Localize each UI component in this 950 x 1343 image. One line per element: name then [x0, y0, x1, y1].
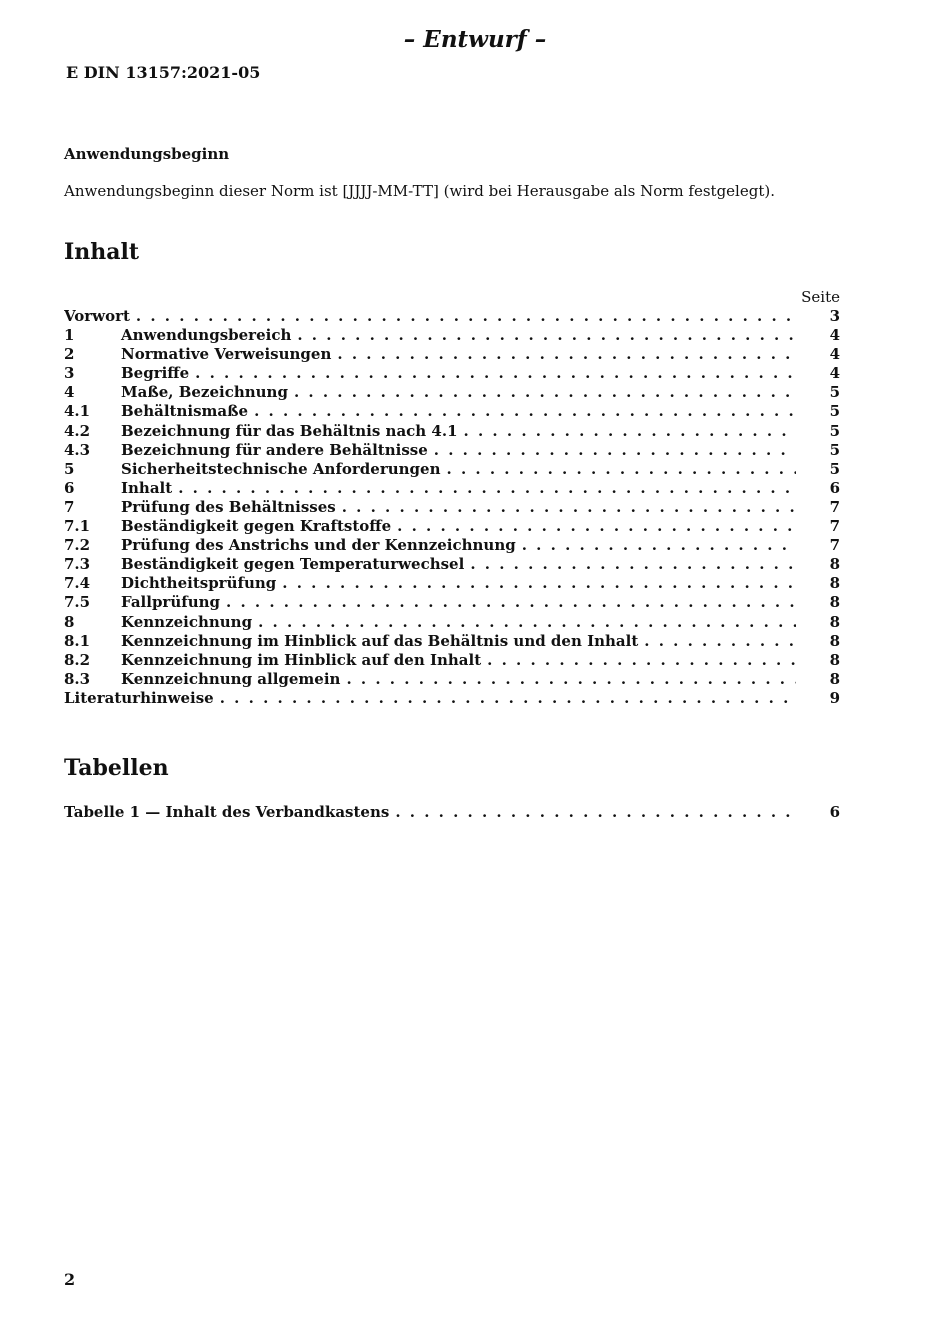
dot-leader: [220, 593, 796, 612]
toc-entry-title: Anwendungsbereich: [121, 326, 292, 345]
dot-leader: [291, 326, 796, 345]
toc-entry[interactable]: [64, 574, 840, 593]
toc-entry-page: 4: [829, 364, 840, 383]
toc-entry-number: 8.3: [64, 669, 91, 688]
dot-leader: [638, 632, 796, 651]
toc-entry-page: 7: [829, 536, 840, 555]
toc-entry-title: Kennzeichnung im Hinblick auf das Behältnis und den Inhalt: [121, 631, 639, 650]
toc-entry-title: Kennzeichnung im Hinblick auf den Inhalt: [121, 650, 482, 669]
toc-entry[interactable]: [64, 441, 840, 460]
toc-entry-page: 5: [829, 383, 840, 402]
toc-list: [64, 307, 840, 708]
dot-leader: [276, 574, 796, 593]
toc-entry[interactable]: [64, 326, 840, 345]
page-number: 2: [64, 1270, 76, 1289]
dot-leader: [340, 670, 796, 689]
toc-entry-title: Dichtheitsprüfung: [121, 574, 277, 593]
dot-leader: [331, 345, 796, 364]
table-of-contents: [64, 288, 840, 708]
toc-entry-number: 7.4: [64, 574, 91, 593]
toc-entry-page: 8: [829, 669, 840, 688]
toc-entry-number: 7.5: [64, 593, 91, 612]
toc-entry-title: Kennzeichnung: [121, 612, 253, 631]
dot-leader: [481, 651, 796, 670]
toc-entry-title: Literaturhinweise: [64, 688, 214, 707]
toc-entry-title: Maße, Bezeichnung: [121, 383, 288, 402]
dot-leader: [248, 402, 796, 421]
toc-entry-page: 4: [829, 326, 840, 345]
toc-entry-page: 5: [829, 440, 840, 459]
dot-leader: [336, 498, 796, 517]
toc-entry-title: Prüfung des Behältnisses: [121, 497, 336, 516]
toc-entry[interactable]: [64, 517, 840, 536]
toc-entry[interactable]: [64, 402, 840, 421]
toc-entry-title: Begriffe: [121, 364, 190, 383]
table-entry-title: Tabelle 1 — Inhalt des Verbandkastens: [64, 803, 390, 821]
toc-entry-title: Vorwort: [64, 307, 130, 325]
tables-heading: Tabellen: [64, 755, 169, 781]
toc-entry[interactable]: [64, 670, 840, 689]
page-column-label: Seite: [801, 288, 840, 306]
toc-entry-page: 9: [829, 688, 840, 707]
toc-entry-number: 2: [64, 345, 75, 364]
draft-mark: – Entwurf –: [403, 26, 547, 53]
toc-entry-number: 4.3: [64, 440, 91, 459]
application-heading: Anwendungsbeginn: [64, 145, 230, 163]
toc-entry[interactable]: [64, 689, 840, 708]
toc-entry[interactable]: [64, 422, 840, 441]
toc-entry[interactable]: [64, 613, 840, 632]
document-id: E DIN 13157:2021-05: [66, 63, 261, 82]
toc-entry-title: Fallprüfung: [121, 593, 220, 612]
toc-entry-title: Kennzeichnung allgemein: [121, 669, 341, 688]
toc-entry-number: 3: [64, 364, 75, 383]
table-entry[interactable]: [64, 803, 840, 822]
dot-leader: [464, 555, 796, 574]
toc-entry[interactable]: [64, 536, 840, 555]
dot-leader: [458, 422, 796, 441]
toc-entry-number: 4.1: [64, 402, 91, 421]
toc-entry[interactable]: [64, 345, 840, 364]
toc-entry-title: Bezeichnung für andere Behältnisse: [121, 440, 428, 459]
toc-entry-page: 6: [829, 478, 840, 497]
dot-leader: [172, 479, 796, 498]
toc-entry-number: 1: [64, 326, 75, 345]
dot-leader: [189, 364, 796, 383]
toc-entry-page: 7: [829, 497, 840, 516]
toc-entry-number: 4.2: [64, 421, 91, 440]
toc-entry-title: Normative Verweisungen: [121, 345, 332, 364]
contents-heading: Inhalt: [64, 239, 140, 265]
toc-entry-number: 7.3: [64, 555, 91, 574]
toc-entry-number: 7.2: [64, 536, 91, 555]
toc-entry-title: Sicherheitstechnische Anforderungen: [121, 459, 441, 478]
toc-entry-number: 7.1: [64, 517, 91, 536]
toc-entry-number: 6: [64, 478, 75, 497]
dot-leader: [288, 383, 796, 402]
toc-entry-title: Bezeichnung für das Behältnis nach 4.1: [121, 421, 458, 440]
toc-entry-page: 7: [829, 517, 840, 536]
toc-entry-page: 8: [829, 612, 840, 631]
toc-entry[interactable]: [64, 460, 840, 479]
toc-entry-page: 3: [829, 307, 840, 325]
toc-entry[interactable]: [64, 651, 840, 670]
dot-leader: [441, 460, 797, 479]
table-list-rows: [64, 803, 840, 822]
toc-entry-page: 8: [829, 650, 840, 669]
toc-entry[interactable]: [64, 498, 840, 517]
toc-entry[interactable]: [64, 555, 840, 574]
toc-entry-page: 5: [829, 421, 840, 440]
toc-entry-number: 8.1: [64, 631, 91, 650]
toc-entry-number: 7: [64, 497, 75, 516]
toc-entry-number: 8: [64, 612, 75, 631]
toc-entry-page: 8: [829, 574, 840, 593]
toc-entry-title: Beständigkeit gegen Temperaturwechsel: [121, 555, 465, 574]
toc-entry[interactable]: [64, 383, 840, 402]
toc-entry[interactable]: [64, 364, 840, 383]
dot-leader: [391, 517, 796, 536]
table-list: [64, 803, 840, 822]
toc-entry-page: 8: [829, 631, 840, 650]
toc-entry-number: 5: [64, 459, 75, 478]
toc-entry[interactable]: [64, 593, 840, 612]
toc-entry[interactable]: [64, 632, 840, 651]
toc-entry-title: Inhalt: [121, 478, 173, 497]
toc-entry-page: 8: [829, 593, 840, 612]
toc-entry-title: Beständigkeit gegen Kraftstoffe: [121, 517, 392, 536]
toc-entry-page: 5: [829, 459, 840, 478]
toc-entry-page: 5: [829, 402, 840, 421]
toc-entry-title: Behältnismaße: [121, 402, 249, 421]
toc-entry-page: 8: [829, 555, 840, 574]
toc-entry-number: 4: [64, 383, 75, 402]
dot-leader: [389, 803, 796, 822]
toc-entry-page: 4: [829, 345, 840, 364]
toc-entry-number: 8.2: [64, 650, 91, 669]
table-entry-page: 6: [829, 803, 840, 821]
toc-entry-title: Prüfung des Anstrichs und der Kennzeichnung: [121, 536, 516, 555]
toc-entry[interactable]: [64, 479, 840, 498]
application-text: Anwendungsbeginn dieser Norm ist [JJJJ-MM-TT] (wird bei Herausgabe als Norm festgelegt).: [64, 182, 775, 200]
dot-leader: [252, 613, 796, 632]
dot-leader: [130, 307, 796, 326]
dot-leader: [428, 441, 796, 460]
dot-leader: [516, 536, 796, 555]
toc-entry[interactable]: [64, 307, 840, 326]
dot-leader: [214, 689, 796, 708]
